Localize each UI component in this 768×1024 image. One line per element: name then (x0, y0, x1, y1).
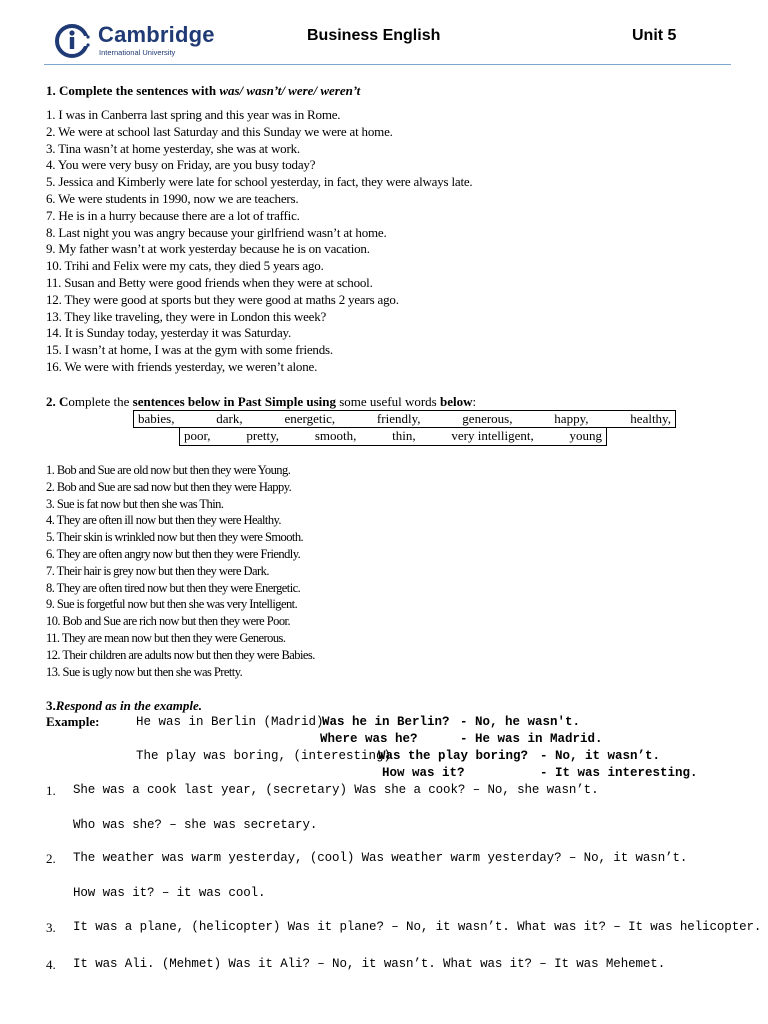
list-item: 11. Susan and Betty were good friends when they were at school. (46, 274, 373, 290)
word-option: generous, (462, 411, 513, 426)
list-item: 2. Bob and Sue are sad now but then they were Happy. (46, 479, 292, 494)
word-box-row-2 (179, 428, 607, 446)
word-box-row-1 (133, 410, 676, 428)
list-item: 8. They are often tired now but then they were Energetic. (46, 580, 301, 595)
word-option: friendly, (376, 411, 421, 426)
list-item: 16. We were with friends yesterday, we weren’t alone. (46, 358, 318, 374)
example-2-prompt: The play was boring, (interesting) (136, 749, 392, 763)
list-item: 12. They were good at sports but they were good at maths 2 years ago. (46, 291, 399, 307)
word-option: pretty, (246, 428, 280, 443)
list-item: 5. Jessica and Kimberly were late for school yesterday, in fact, they were always late. (46, 174, 473, 190)
page-title: Business English (307, 27, 441, 44)
list-item: 3. Tina wasn’t at home yesterday, she was at work. (46, 140, 300, 156)
list-item: 4. You were very busy on Friday, are you busy today? (46, 157, 316, 173)
list-item: 10. Bob and Sue are rich now but then they were Poor. (46, 614, 291, 629)
list-item: 11. They are mean now but then they were Generous. (46, 630, 286, 645)
word-option: young (569, 428, 602, 443)
section-1-heading (46, 83, 360, 99)
answer-1-line-2: Who was she? – she was secretary. (73, 818, 318, 832)
list-item: 8. Last night you was angry because your girlfriend wasn’t at home. (46, 224, 387, 240)
section-3-heading (46, 698, 202, 714)
page-header (0, 0, 768, 66)
section-3-number: 3. (46, 698, 56, 713)
section-2-heading-d: below (439, 394, 473, 409)
example-2-answer-2: - It was interesting. (540, 766, 698, 780)
answer-4-line-1: It was Ali. (Mehmet) Was it Ali? – No, it wasn’t. What was it? – It was Mehemet. (73, 957, 666, 971)
list-item: 12. Their children are adults now but then they were Babies. (46, 647, 315, 662)
answer-2-number: 2. (46, 851, 56, 866)
list-item: 2. We were at school last Saturday and this Sunday we were at home. (46, 123, 393, 139)
answer-3-line-1: It was a plane, (helicopter) Was it plane? – No, it wasn’t. What was it? – It was helicopter. (73, 920, 762, 934)
word-option: babies, (138, 411, 175, 426)
list-item: 7. He is in a hurry because there are a lot of traffic. (46, 207, 300, 223)
section-1-heading-words: was/ wasn’t/ were/ weren’t (219, 83, 361, 98)
section-1-number: 1 (46, 83, 53, 98)
header-divider (44, 64, 731, 65)
section-2-heading-b: sentences below in Past Simple using (132, 394, 336, 409)
section-3-heading-text: Respond as in the example. (55, 698, 203, 713)
word-option: energetic, (284, 411, 336, 426)
section-2-heading (46, 394, 476, 410)
example-1-prompt: He was in Berlin (Madrid) (136, 715, 324, 729)
example-2-question: Was the play boring? (378, 749, 529, 763)
example-1-question-2: Where was he? (320, 732, 418, 746)
answer-1-line-1: She was a cook last year, (secretary) Was she a cook? – No, she wasn’t. (73, 783, 599, 797)
list-item: 9. My father wasn’t at work yesterday because he is on vacation. (46, 241, 370, 257)
list-item: 14. It is Sunday today, yesterday it was Saturday. (46, 325, 292, 341)
section-1-list (46, 107, 472, 376)
list-item: 13. They like traveling, they were in London this week? (46, 308, 327, 324)
logo-name: Cambridge (98, 22, 215, 47)
list-item: 1. I was in Canberra last spring and this year was in Rome. (46, 107, 341, 122)
section-2-heading-e: : (472, 394, 477, 409)
word-option: happy, (554, 411, 589, 426)
example-1-answer: - No, he wasn't. (460, 715, 581, 729)
example-1-answer-2: - He was in Madrid. (460, 732, 603, 746)
list-item: 6. They are often angry now but then they were Friendly. (46, 546, 301, 561)
list-item: 4. They are often ill now but then they were Healthy. (46, 513, 282, 528)
list-item: 3. Sue is fat now but then she was Thin. (46, 496, 224, 511)
word-option: healthy, (630, 411, 671, 426)
word-option: poor, (184, 428, 211, 443)
list-item: 10. Trihi and Felix were my cats, they died 5 years ago. (46, 258, 324, 274)
list-item: 6. We were students in 1990, now we are teachers. (46, 190, 299, 206)
section-2-heading-a: omplete the (68, 394, 130, 409)
answer-1-number: 1. (46, 783, 56, 798)
list-item: 5. Their skin is wrinkled now but then they were Smooth. (46, 530, 304, 545)
example-1-question: Was he in Berlin? (322, 715, 450, 729)
section-2-heading-c: C (59, 394, 69, 409)
section-2-heading-c-text: some useful words (339, 394, 437, 409)
logo-subtitle: International University (99, 48, 176, 57)
unit-label: Unit 5 (632, 27, 677, 44)
word-option: dark, (216, 411, 243, 426)
list-item: 1. Bob and Sue are old now but then they were Young. (46, 463, 291, 477)
example-2-question-2: How was it? (382, 766, 465, 780)
section-1-heading-text: . Complete the sentences with (52, 83, 217, 98)
list-item: 15. I wasn’t at home, I was at the gym with some friends. (46, 342, 333, 358)
example-label: Example: (46, 714, 100, 729)
word-option: thin, (392, 428, 416, 443)
list-item: 9. Sue is forgetful now but then she was very Intelligent. (46, 597, 298, 612)
example-2-answer: - No, it wasn’t. (540, 749, 661, 763)
section-2-list (46, 462, 315, 680)
answer-2-line-1: The weather was warm yesterday, (cool) Was weather warm yesterday? – No, it wasn’t. (73, 851, 688, 865)
answer-4-number: 4. (46, 957, 56, 972)
section-2-number: 2. (46, 394, 56, 409)
list-item: 7. Their hair is grey now but then they were Dark. (46, 563, 269, 578)
cambridge-logo (54, 22, 264, 60)
word-option: smooth, (314, 428, 357, 443)
answer-3-number: 3. (46, 920, 56, 935)
word-option: very intelligent, (451, 428, 534, 443)
list-item: 13. Sue is ugly now but then she was Pretty. (46, 664, 243, 679)
answer-2-line-2: How was it? – it was cool. (73, 886, 266, 900)
cambridge-emblem-icon (54, 22, 94, 60)
